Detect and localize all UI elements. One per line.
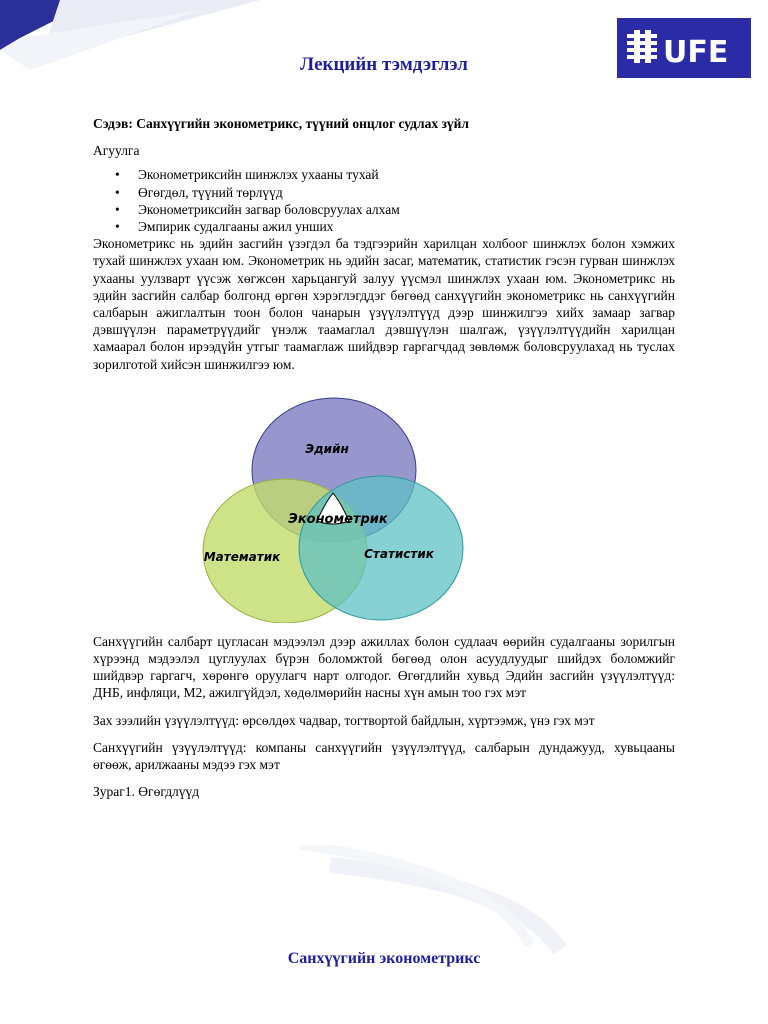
topic-heading: Сэдэв: Санхүүгийн эконометрикс, түүний онцлог судлах зүйл: [93, 116, 469, 131]
intro-paragraph: Эконометрикс нь эдийн засгийн үзэгдэл ба тэдгээрийн харилцан холбоог шинжлэх болон хэмжих тухай шинжлэх ухаан юм. Эконометрик нь эдийн засаг, математик, статистик гэсэн гурван шинжлэх ухааны уулзварт үүсэж хөгжсөн харьцангуй залуу үүсмэл шинжлэх ухаан юм. Эконометрикс нь эдийн засгийн салбар болгонд өргөн хэрэглэгддэг бөгөөд санхүүгийн эконометрикс нь санхүүгийн салбарын ажиглалтын тоон болон чанарын үзүүлэлтүүд дээр шинжилгээ хийх замаар загвар дэвшүүлэн параметрүүдийг үнэлж таамаглал дэвшүүлэн шалгаж, үзүүлэлтүүдийн харилцан хамаарал болон ирээдүйн утгыг таамаглаж шийдвэр гаргагчдад зөвлөмж боловсруулахад нь туслах зорилготой хийсэн шинжилгээ юм.: [93, 236, 675, 372]
footer-title: Санхүүгийн эконометрикс: [287, 950, 481, 967]
outline-list: [93, 166, 675, 235]
market-paragraph: Зах зээлийн үзүүлэлтүүд: өрсөлдөх чадвар, тогтвортой байдлын, хүртээмж, үнэ гэх мэт: [93, 712, 595, 728]
data-paragraph: Санхүүгийн салбарт цугласан мэдээлэл дээр ажиллах болон судлаач өөрийн судалгааны зорилгын хүрээнд мэдээлэл цуглуулах бүрэн боломжтой бөгөөд олон асуудлуудыг шийдэх боломжийг шийдвэр гаргагч, хөрөнгө оруулагч нарт олгодог. Өгөгдлийн хувьд Эдийн засгийн үзүүлэлтүүд: ДНБ, инфляци, М2, ажилгүйдэл, хөдөлмөрийн насны хүн амын тоо гэх мэт: [93, 633, 675, 701]
footer-decoration: [0, 845, 768, 955]
page-title: Лекцийн тэмдэглэл: [300, 54, 468, 75]
venn-label-statistics: Статистик: [364, 546, 434, 561]
document-body: [93, 115, 675, 810]
outline-label: Агуулга: [93, 143, 140, 159]
venn-label-mathematics: Математик: [203, 549, 281, 564]
list-item: • Эмпирик судалгааны ажил унших: [138, 218, 675, 235]
venn-label-econometrics: Эконометрик: [288, 511, 388, 527]
finance-paragraph: Санхүүгийн үзүүлэлтүүд: компаны санхүүгийн үзүүлэлтүүд, салбарын дундажууд, хувьцааны өгөөж, арилжааны мэдээ гэх мэт: [93, 739, 675, 773]
list-item: • Өгөгдөл, түүний төрлүүд: [138, 184, 675, 201]
list-item: • Эконометриксийн загвар боловсруулах алхам: [138, 201, 675, 218]
venn-label-economics: Эдийн: [305, 441, 349, 456]
figure-caption: Зураг1. Өгөгдлүүд: [93, 784, 200, 800]
list-item: • Эконометриксийн шинжлэх ухааны тухай: [138, 166, 675, 183]
logo-text: UFE: [663, 35, 729, 70]
venn-diagram: [190, 391, 480, 623]
